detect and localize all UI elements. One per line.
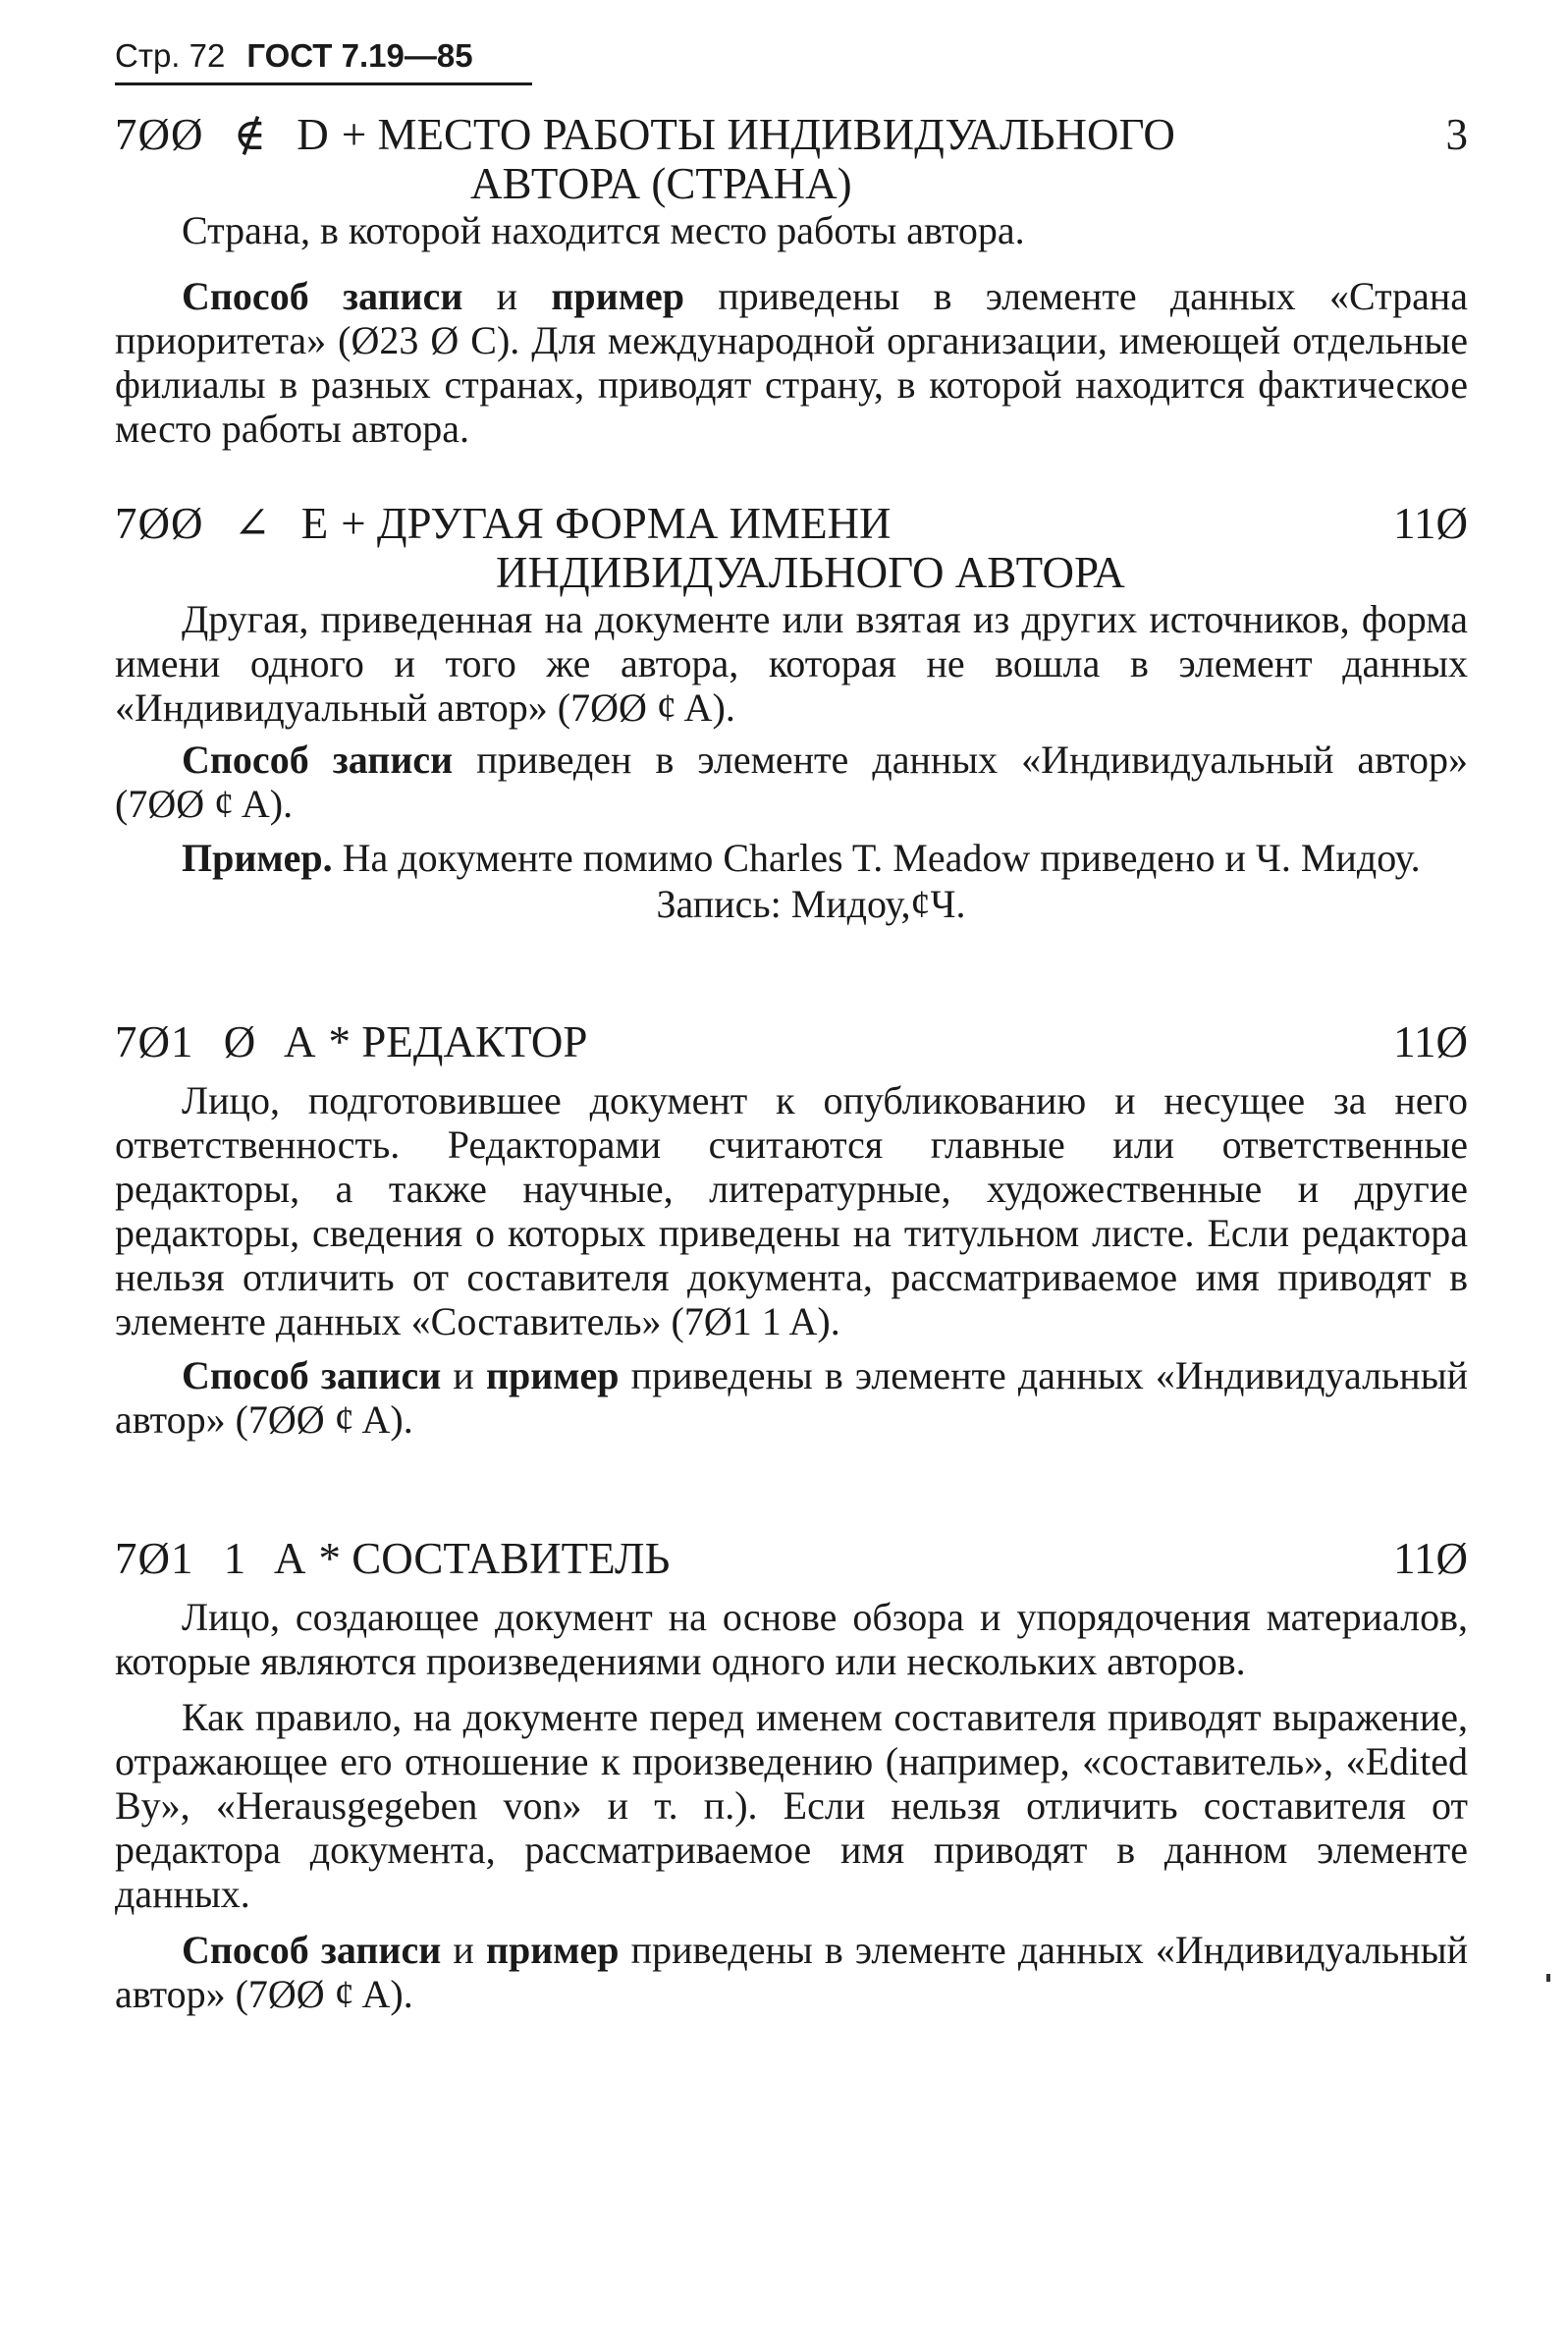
field-tag: 7Ø1 Ø A (115, 1017, 317, 1066)
entry-other-name-form (115, 499, 1468, 926)
field-length: 11Ø (1393, 1534, 1468, 1583)
scan-speck (1546, 1974, 1550, 1982)
field-title: + МЕСТО РАБОТЫ ИНДИВИДУАЛЬНОГО (341, 110, 1175, 159)
field-title: * СОСТАВИТЕЛЬ (318, 1534, 671, 1583)
usage-paragraph: Как правило, на документе перед именем составителя приводят выражение, отражающее его отношение к произведению (например, «составитель», «Edited By», «Herausgegeben von» и т. п.). Если нельзя отличить составителя от редактора документа, рассматриваемое имя приводят в данном элементе данных. (115, 1695, 1468, 1916)
field-title: * РЕДАКТОР (328, 1017, 588, 1066)
entry-heading (115, 1017, 1468, 1066)
example-label: пример (551, 274, 684, 318)
example-label: пример (485, 1353, 620, 1397)
entry-editor (115, 1017, 1468, 1442)
method-text: приведены в элементе данных «Индивидуальный автор» (7ØØ ¢ A). (115, 1928, 1468, 2016)
entry-heading (115, 110, 1468, 159)
method-paragraph: Способ записи и пример приведены в элементе данных «Индивидуальный автор» (7ØØ ¢ A). (115, 1928, 1468, 2016)
standard-code: ГОСТ 7.19—85 (246, 37, 473, 74)
example-paragraph (115, 836, 1468, 880)
entry-heading (115, 499, 1468, 548)
definition-paragraph: Лицо, создающее документ на основе обзора и упорядочения материалов, которые являются произведениями одного или нескольких авторов. (115, 1595, 1468, 1683)
field-length: 11Ø (1393, 499, 1468, 548)
entry-heading-continuation (115, 159, 1468, 208)
method-label: Способ записи (182, 738, 454, 782)
method-text: приведены в элементе данных «Страна приоритета» (Ø23 Ø C). Для международной организации, имеющей отдельные филиалы в разных странах, приводят страну, в которой находится фактическое место работы автора. (115, 274, 1468, 451)
definition-paragraph: Другая, приведенная на документе или взятая из других источников, форма имени одного и того же автора, которая не вошла в элемент данных «Индивидуальный автор» (7ØØ ¢ A). (115, 597, 1468, 730)
method-label: Способ записи (182, 1353, 442, 1397)
method-label: Способ записи (182, 1928, 442, 1972)
entry-workplace-country (115, 110, 1468, 451)
entry-compiler (115, 1534, 1468, 2016)
record-example: Запись: Мидоу,¢Ч. (656, 882, 966, 926)
example-label: пример (485, 1928, 620, 1972)
field-length: 11Ø (1393, 1017, 1468, 1066)
field-tag: 7Ø1 1 A (115, 1534, 307, 1583)
method-label: Способ записи (182, 274, 463, 318)
field-tag: 7ØØ ∠ E (115, 499, 330, 548)
page-number: Стр. 72 (115, 37, 226, 74)
method-paragraph (115, 738, 1468, 826)
method-text: приведен в элементе данных «Индивидуальный автор» (7ØØ ¢ A). (115, 738, 1468, 826)
definition-paragraph: Страна, в которой находится место работы автора. (182, 208, 1025, 252)
field-tag: 7ØØ ∉ D (115, 110, 330, 159)
example-text: На документе помимо Charles T. Meadow приведено и Ч. Мидоу. (332, 836, 1421, 880)
definition-paragraph: Лицо, подготовившее документ к опубликованию и несущее за него ответственность. Редакторами считаются главные или ответственные редакторы, а также научные, литературные, художественные и другие редакторы, сведения о которых приведены на титульном листе. Если редактора нельзя отличить от составителя документа, рассматриваемое имя приводят в элементе данных «Составитель» (7Ø1 1 A). (115, 1078, 1468, 1343)
entry-heading-continuation (115, 548, 1468, 597)
method-paragraph: Способ записи и пример приведены в элементе данных «Индивидуальный автор» (7ØØ ¢ A). (115, 1353, 1468, 1442)
method-paragraph: Способ записи и пример приведены в элементе данных «Страна приоритета» (Ø23 Ø C). Для международной организации, имеющей отдельные филиалы в разных странах, приводят страну, в которой находится фактическое место работы автора. (115, 274, 1468, 451)
page-header (115, 33, 532, 85)
method-text: приведены в элементе данных «Индивидуальный автор» (7ØØ ¢ A). (115, 1353, 1468, 1442)
field-title-continuation: АВТОРА (СТРАНА) (470, 159, 852, 208)
field-title: + ДРУГАЯ ФОРМА ИМЕНИ (341, 499, 892, 548)
field-length: 3 (1445, 110, 1468, 159)
entry-heading (115, 1534, 1468, 1583)
field-title-continuation: ИНДИВИДУАЛЬНОГО АВТОРА (496, 548, 1125, 597)
example-label: Пример. (182, 836, 333, 880)
